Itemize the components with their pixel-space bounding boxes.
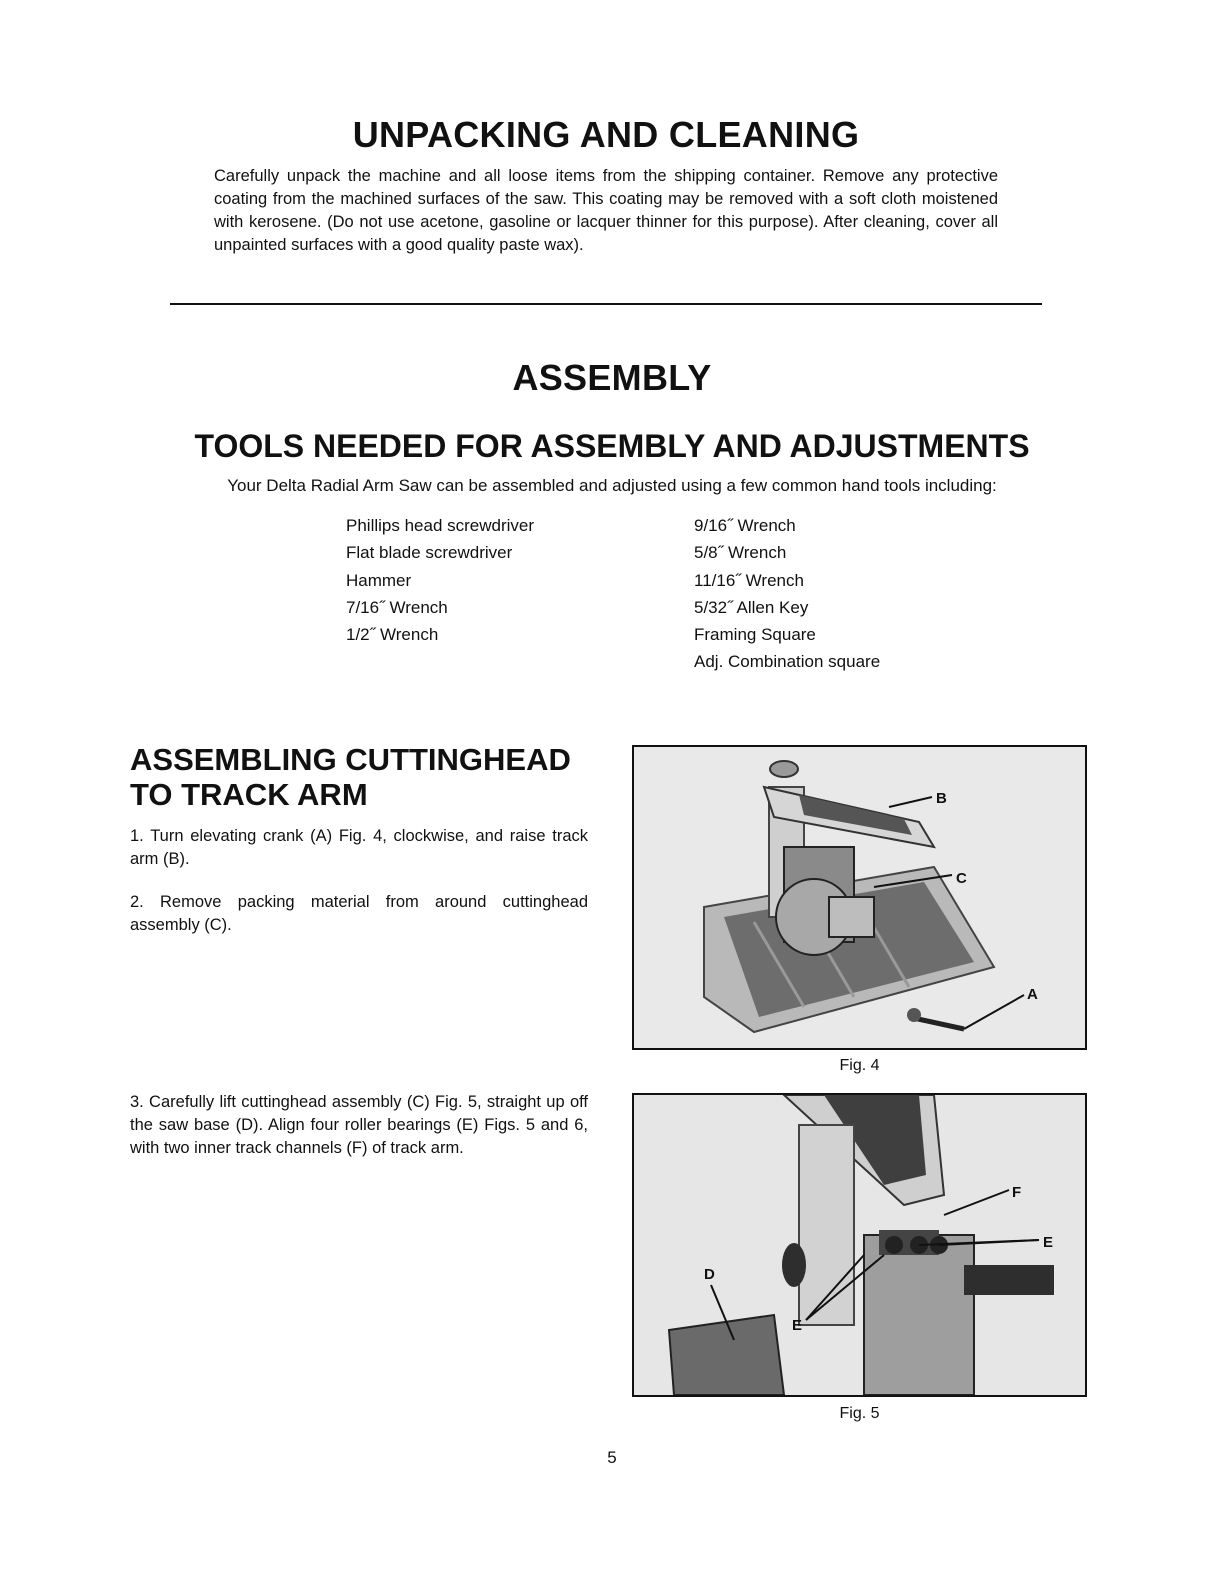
figure-4-photo: [632, 745, 1087, 1050]
tool-item: 7/16˝ Wrench: [346, 597, 448, 617]
cuttinghead-title-line1: ASSEMBLING CUTTINGHEAD: [130, 742, 571, 777]
figure-4-label-b: B: [936, 790, 947, 807]
figure-5-label-e: E: [1043, 1234, 1054, 1251]
figure-4-label-c: C: [956, 870, 967, 887]
step-1: 1. Turn elevating crank (A) Fig. 4, clockwise, and raise track arm (B).: [130, 827, 588, 868]
tool-item: 1/2˝ Wrench: [346, 625, 439, 645]
section-divider: [170, 303, 1042, 305]
tool-item: 11/16˝ Wrench: [694, 570, 804, 590]
tools-title: TOOLS NEEDED FOR ASSEMBLY AND ADJUSTMENTS: [194, 428, 1030, 464]
figure-5-photo: [632, 1093, 1087, 1397]
figure-4-caption: Fig. 4: [839, 1057, 880, 1074]
figure-5-label-f: F: [1012, 1184, 1022, 1201]
unpacking-title: UNPACKING AND CLEANING: [352, 114, 860, 155]
tools-intro: Your Delta Radial Arm Saw can be assembled and adjusted using a few common hand tools including:: [227, 476, 997, 495]
tool-item: 9/16˝ Wrench: [694, 516, 796, 535]
step-3: 3. Carefully lift cuttinghead assembly (C) Fig. 5, straight up off the saw base (D). Align four roller bearings (E) Figs. 5 and 6, with two inner track channels (F) of track arm.: [130, 1093, 588, 1157]
tool-item: Hammer: [346, 570, 412, 590]
figure-5-illustration: [634, 1095, 1085, 1395]
tool-item: Framing Square: [694, 625, 816, 645]
step-2: 2. Remove packing material from around cuttinghead assembly (C).: [130, 893, 588, 934]
tool-item: Phillips head screwdriver: [346, 516, 535, 535]
tool-item: Adj. Combination square: [694, 652, 881, 672]
page-number: 5: [607, 1448, 617, 1467]
figure-4-label-a: A: [1027, 986, 1038, 1003]
tools-list-left: [346, 512, 534, 648]
tool-item: 5/32˝ Allen Key: [694, 597, 809, 617]
figure-4-illustration: [634, 747, 1085, 1048]
cuttinghead-title-line2: TO TRACK ARM: [130, 777, 368, 812]
figure-5-label-e2: E: [792, 1317, 803, 1334]
cuttinghead-title: [130, 742, 600, 812]
tools-list-right: [694, 512, 880, 676]
tool-item: Flat blade screwdriver: [346, 543, 513, 563]
unpacking-body: Carefully unpack the machine and all loose items from the shipping container. Remove any protective coating from the machined surfaces of the saw. This coating may be removed with a soft cloth moistened with kerosene. (Do not use acetone, gasoline or lacquer thinner for this purpose). After cleaning, cover all unpainted surfaces with a good quality paste wax).: [214, 167, 998, 254]
assembly-title: ASSEMBLY: [512, 357, 712, 398]
tool-item: 5/8˝ Wrench: [694, 543, 787, 563]
figure-5-label-d: D: [704, 1266, 715, 1283]
figure-5-caption: Fig. 5: [839, 1405, 880, 1422]
